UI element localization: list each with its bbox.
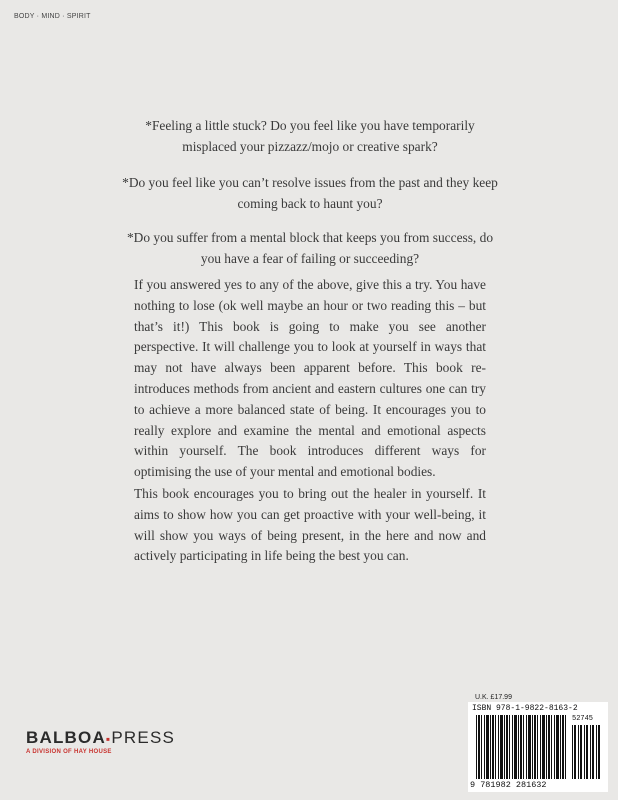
publisher-logo <box>26 728 175 755</box>
publisher-name <box>26 728 175 748</box>
barcode-bars <box>476 715 568 779</box>
category-label: BODY · MIND · SPIRIT <box>14 13 91 20</box>
teaser-1: *Feeling a little stuck? Do you feel like you have temporarily misplaced your pizzazz/mojo or creative spark? <box>145 118 475 154</box>
ean-digits: 9 781982 281632 <box>470 780 547 790</box>
description-paragraph-2: This book encourages you to bring out the healer in yourself. It aims to show how you can get proactive with your well-being, it will show you ways of being present, in the here and now and actively participating in life being the best you can. <box>134 486 486 564</box>
price-label: U.K. £17.99 <box>475 694 512 701</box>
teaser-2: *Do you feel like you can’t resolve issues from the past and they keep coming back to haunt you? <box>122 175 498 211</box>
description-paragraph-1: If you answered yes to any of the above, give this a try. You have nothing to lose (ok well maybe an hour or two reading this – but that’s it!) This book is going to make you see another perspective. It will challenge you to look at yourself in ways that may not have always been apparent before. This book re-introduces methods from ancient and eastern cultures one can try to achieve a more balanced state of being. It encourages you to really explore and examine the mental and emotional aspects within yourself. The book introduces different ways for optimising the use of your mental and emotional bodies. <box>134 277 486 480</box>
barcode-addon-number: 52745 <box>572 715 594 723</box>
publisher-name-bold: BALBOA <box>26 728 106 747</box>
barcode <box>468 702 608 792</box>
publisher-division: A DIVISION OF HAY HOUSE <box>26 749 112 755</box>
publisher-dot-icon: ▪ <box>105 732 112 746</box>
barcode-addon-bars <box>572 725 600 779</box>
isbn-number: ISBN 978-1-9822-8163-2 <box>472 704 578 713</box>
publisher-name-light: PRESS <box>111 728 176 747</box>
teaser-3: *Do you suffer from a mental block that keeps you from success, do you have a fear of failing or succeeding? <box>126 230 494 266</box>
